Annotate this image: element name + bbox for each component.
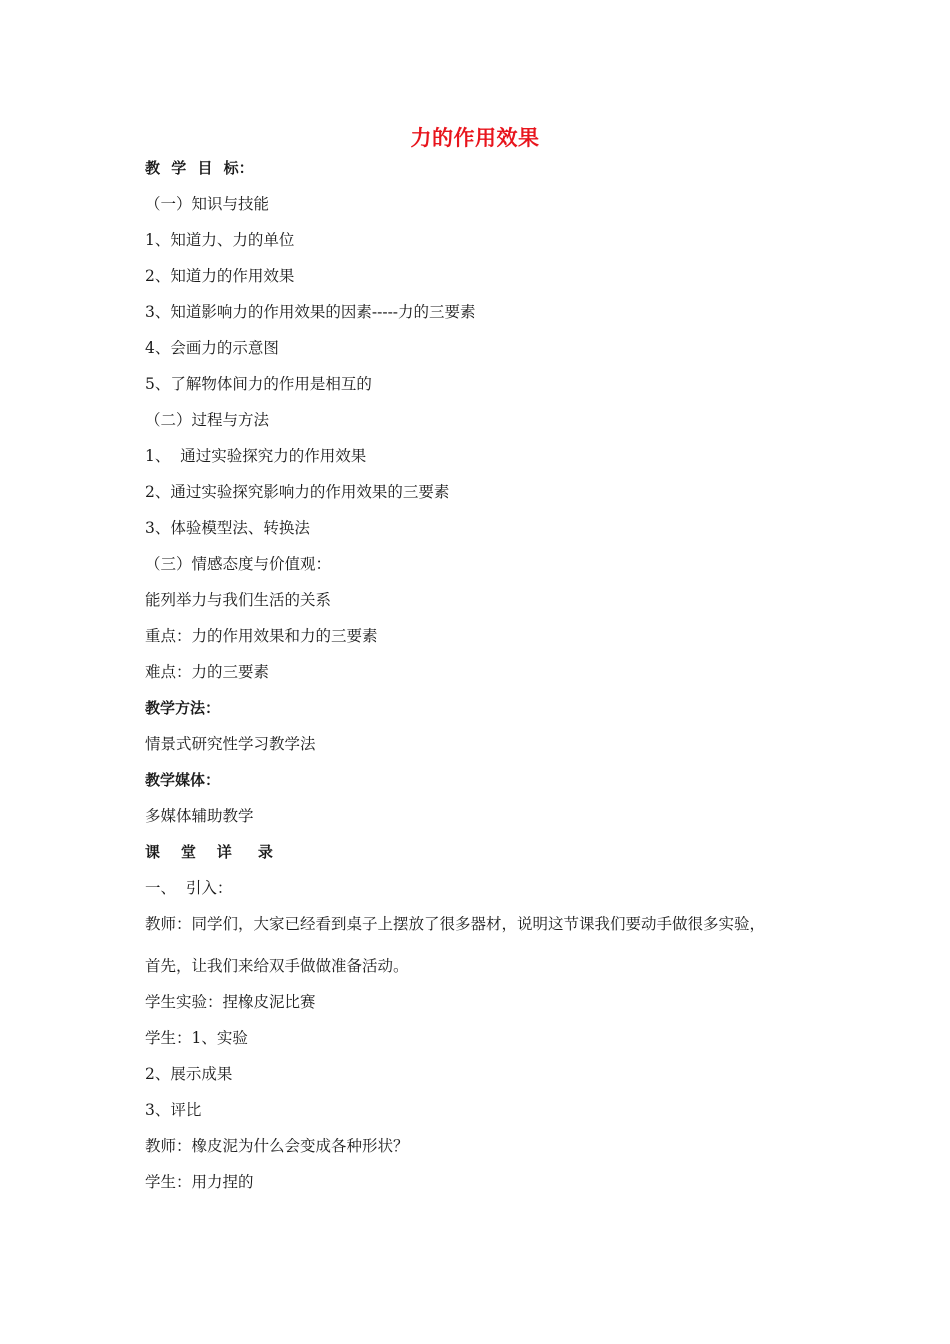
teaching-media-text: 多媒体辅助教学 (145, 807, 254, 825)
record-paragraph: 2、展示成果 (145, 1065, 233, 1083)
record-paragraph: 3、评比 (145, 1101, 202, 1119)
section-heading-teaching-media: 教学媒体： (145, 771, 221, 789)
document-title: 力的作用效果 (410, 126, 540, 150)
goal-item: 2、知道力的作用效果 (145, 267, 295, 285)
goal-item: 4、会画力的示意图 (145, 339, 279, 357)
record-step-heading: 一、 引入： (145, 879, 233, 897)
section-heading-class-record: 课 堂 详 录 (145, 843, 273, 861)
record-paragraph: 学生：用力捏的 (145, 1173, 254, 1191)
section-heading-teaching-goals: 教 学 目 标： (145, 159, 254, 177)
process-item: 1、 通过实验探究力的作用效果 (145, 447, 367, 465)
attitude-item: 能列举力与我们生活的关系 (145, 591, 332, 609)
subheading-attitude-values: （三）情感态度与价值观： (145, 555, 332, 573)
goal-item: 3、知道影响力的作用效果的因素-----力的三要素 (145, 303, 476, 321)
process-item: 2、通过实验探究影响力的作用效果的三要素 (145, 483, 450, 501)
goal-item: 1、知道力、力的单位 (145, 231, 295, 249)
goal-item: 5、了解物体间力的作用是相互的 (145, 375, 372, 393)
subheading-knowledge-skills: （一）知识与技能 (145, 195, 270, 213)
section-heading-teaching-method: 教学方法： (145, 699, 221, 717)
record-paragraph: 教师：橡皮泥为什么会变成各种形状？ (145, 1137, 409, 1155)
document-body (145, 150, 825, 1200)
record-paragraph: 首先，让我们来给双手做做准备活动。 (145, 957, 409, 975)
subheading-process-method: （二）过程与方法 (145, 411, 270, 429)
teaching-method-text: 情景式研究性学习教学法 (145, 735, 316, 753)
record-paragraph: 学生：1、实验 (145, 1029, 248, 1047)
process-item: 3、体验模型法、转换法 (145, 519, 310, 537)
difficult-point: 难点：力的三要素 (145, 663, 270, 681)
key-point: 重点：力的作用效果和力的三要素 (145, 627, 378, 645)
record-paragraph: 教师：同学们，大家已经看到桌子上摆放了很多器材，说明这节课我们要动手做很多实验， (145, 915, 766, 933)
record-paragraph: 学生实验：捏橡皮泥比赛 (145, 993, 316, 1011)
